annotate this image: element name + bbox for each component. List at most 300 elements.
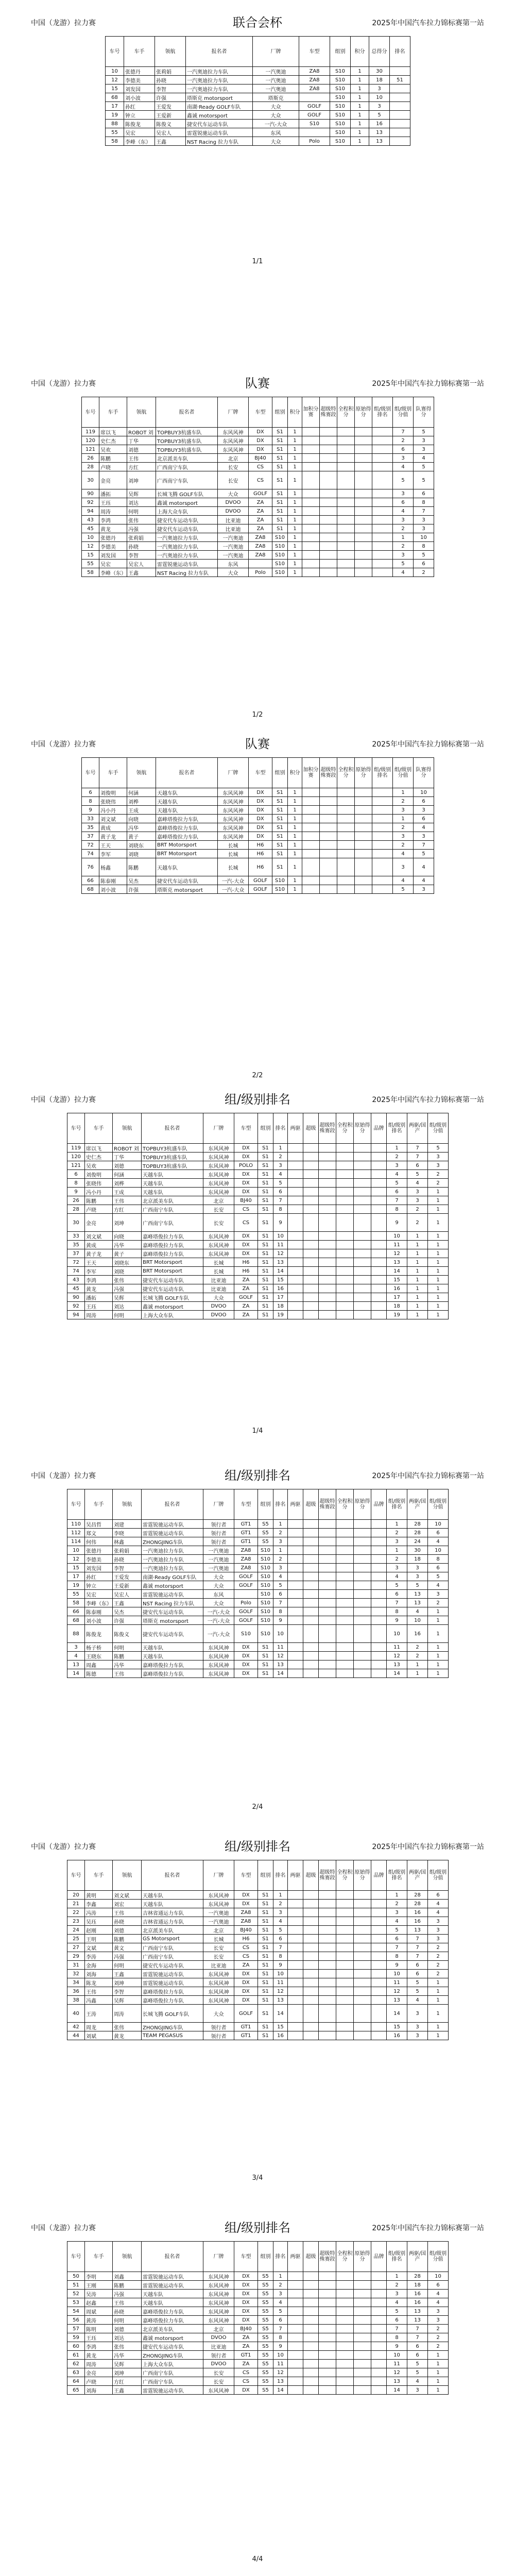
table-cell <box>371 1978 387 1987</box>
table-cell: 10 <box>387 1625 407 1643</box>
table-cell: 黄龙 <box>85 1284 113 1293</box>
table-cell <box>302 471 320 489</box>
table-cell <box>336 1179 354 1188</box>
table-cell: DX <box>234 1643 258 1652</box>
table-cell <box>288 1179 303 1188</box>
table-cell: ZA8 <box>249 533 272 542</box>
table-cell: GOLF <box>299 111 330 120</box>
table-cell <box>288 1926 303 1935</box>
table-cell <box>319 2316 336 2325</box>
table-cell: 嘉峰塔俊拉力车队 <box>142 2316 203 2325</box>
column-header: 品牌 <box>371 1489 387 1520</box>
table-cell: 11 <box>273 2360 288 2368</box>
table-cell <box>371 2307 387 2316</box>
table-cell: 比亚迪 <box>203 1961 234 1970</box>
table-cell <box>319 1144 336 1153</box>
table-cell <box>303 1987 319 1996</box>
table-cell: 2 <box>273 1555 288 1564</box>
table-cell <box>354 2281 371 2290</box>
table-cell: 长城 <box>203 1258 234 1267</box>
table-row <box>67 1935 449 1943</box>
table-cell <box>302 454 320 463</box>
column-header: 车型 <box>234 1489 258 1520</box>
table-cell: 3 <box>414 445 434 454</box>
table-cell: 3 <box>407 2386 428 2395</box>
table-cell <box>319 2023 336 2031</box>
table-cell <box>355 806 372 815</box>
table-cell: 2 <box>387 2281 407 2290</box>
table-cell <box>319 1590 336 1599</box>
table-cell: 长安 <box>203 2377 234 2386</box>
table-cell: 1 <box>428 2031 449 2040</box>
table-cell: 90 <box>67 1293 85 1302</box>
table-cell: 东风风神 <box>203 1987 234 1996</box>
table-cell: 王明 <box>85 1935 113 1943</box>
table-cell <box>371 1917 387 1926</box>
table-cell: 雷霆锐驰运动车队 <box>142 2272 203 2281</box>
table-cell: 1 <box>288 568 302 577</box>
table-cell: 5 <box>428 1572 449 1581</box>
table-cell: 塔斯克 <box>253 93 299 102</box>
table-cell: 4 <box>428 1900 449 1908</box>
table-cell <box>354 2031 371 2040</box>
table-cell <box>371 1590 387 1599</box>
table-cell: ZA <box>249 498 272 507</box>
right-header: 2025年中国汽车拉力锦标赛第一站 <box>372 1096 484 1104</box>
table-cell: ROBOT 刘 <box>113 1144 142 1153</box>
table-cell: 一汽奥迪 <box>203 1564 234 1572</box>
column-header: 组/级别分值 <box>428 2242 449 2272</box>
table-cell: 8 <box>67 1179 85 1188</box>
table-cell: 55 <box>106 128 124 137</box>
table-cell: 1 <box>428 1978 449 1987</box>
table-cell: ZA8 <box>249 551 272 560</box>
table-cell <box>354 1643 371 1652</box>
table-cell: GS Motorsport <box>142 1935 203 1943</box>
table-cell <box>288 1205 303 1214</box>
table-cell <box>319 1961 336 1970</box>
table-cell <box>336 1564 354 1572</box>
table-cell <box>336 1170 354 1179</box>
table-cell <box>302 542 320 551</box>
table-cell <box>354 1205 371 1214</box>
table-cell: S1 <box>258 1987 273 1996</box>
table-cell <box>372 524 393 533</box>
table-cell: 王鑫 <box>127 568 156 577</box>
table-cell <box>371 1537 387 1546</box>
table-cell: 长安 <box>203 1214 234 1232</box>
table-cell: 吴涛 <box>85 2290 113 2298</box>
table-cell: 13 <box>407 2307 428 2316</box>
table-cell: 比亚迪 <box>218 516 249 524</box>
table-cell: DX <box>234 1232 258 1241</box>
table-cell: 88 <box>106 120 124 128</box>
table-cell: 刘德 <box>113 1926 142 1935</box>
table-cell <box>354 1179 371 1188</box>
table-cell: 一汽奥迪拉力车队 <box>142 1564 203 1572</box>
table-cell <box>336 2307 354 2316</box>
table-row <box>67 1926 449 1935</box>
table-cell: GT1 <box>234 2023 258 2031</box>
column-header: 车号 <box>82 758 99 788</box>
table-row <box>67 1943 449 1952</box>
table-cell <box>303 1669 319 1678</box>
table-cell: 刘俊明 <box>99 788 127 797</box>
table-cell <box>303 1241 319 1249</box>
table-cell: 4 <box>414 876 434 885</box>
table-cell: 16 <box>387 1284 407 1293</box>
table-cell: 15 <box>273 1276 288 1284</box>
table-cell: 1 <box>288 858 302 876</box>
table-cell: 比亚迪 <box>218 524 249 533</box>
table-cell: 5 <box>414 850 434 858</box>
table-cell: 刘坤 <box>113 1978 142 1987</box>
table-cell: S1 <box>258 1652 273 1660</box>
table-row <box>67 1546 449 1555</box>
page-header <box>31 1834 484 1855</box>
table-cell: 东风风神 <box>218 445 249 454</box>
column-header: 领航 <box>113 2242 142 2272</box>
table-cell: 刘德 <box>127 445 156 454</box>
table-cell: 何明 <box>127 507 156 516</box>
table-cell: 一汽奥迪 <box>203 1908 234 1917</box>
column-header: 组别 <box>272 758 288 788</box>
table-cell: 18 <box>387 1302 407 1311</box>
table-cell <box>336 1669 354 1678</box>
table-cell <box>288 1214 303 1232</box>
column-header: 组别 <box>258 2242 273 2272</box>
table-cell: 吴宏人 <box>155 128 186 137</box>
table-cell: 东风风神 <box>218 428 249 436</box>
table-cell <box>354 1537 371 1546</box>
table-cell: 4 <box>414 454 434 463</box>
table-cell: 上海大众车队 <box>142 1311 203 1319</box>
table-cell: ZA8 <box>234 1546 258 1555</box>
table-cell: 黄成 <box>85 1241 113 1249</box>
table-cell <box>354 1908 371 1917</box>
table-cell <box>320 498 337 507</box>
table-cell <box>354 1284 371 1293</box>
table-cell: 1 <box>407 1232 428 1241</box>
table-cell <box>320 850 337 858</box>
table-cell: GT1 <box>234 1537 258 1546</box>
column-header: 组/级别排名 <box>372 397 393 428</box>
table-cell <box>288 1607 303 1616</box>
table-cell: 14 <box>273 2386 288 2395</box>
table-cell <box>336 1284 354 1293</box>
table-cell <box>288 1908 303 1917</box>
table-cell: 1 <box>428 1652 449 1660</box>
table-cell <box>390 128 410 137</box>
table-cell <box>288 1302 303 1311</box>
table-cell <box>319 1943 336 1952</box>
table-cell: 6 <box>407 2342 428 2351</box>
table-cell: 文斌 <box>85 1943 113 1952</box>
table-row <box>82 876 434 885</box>
table-cell <box>319 1970 336 1978</box>
table-cell: 13 <box>407 1926 428 1935</box>
table-cell <box>372 797 393 806</box>
table-cell: 11 <box>387 1978 407 1987</box>
table-row <box>67 2368 449 2377</box>
table-cell <box>337 454 355 463</box>
table-cell: 雷霆锐驰运动车队 <box>142 2281 203 2290</box>
column-header: 组/级别分值 <box>428 1860 449 1891</box>
column-header: 超级特殊赛段 <box>320 758 337 788</box>
table-cell <box>337 445 355 454</box>
table-cell: 1 <box>428 2386 449 2395</box>
table-cell: 15 <box>67 1564 85 1572</box>
column-header: 超级特殊赛段 <box>319 1860 336 1891</box>
table-cell: 冯鑫 <box>85 1996 113 2005</box>
table-cell <box>371 1572 387 1581</box>
table-cell <box>302 885 320 894</box>
table-cell: DX <box>234 1660 258 1669</box>
table-cell: S1 <box>258 2005 273 2023</box>
table-cell: 5 <box>428 1144 449 1153</box>
table-cell: 领行者 <box>203 1529 234 1537</box>
table-cell <box>354 2316 371 2325</box>
header-row <box>67 1489 449 1520</box>
table-cell <box>319 1241 336 1249</box>
table-cell: 张晓伟 <box>85 1179 113 1188</box>
table-cell: 6 <box>387 2316 407 2325</box>
table-cell <box>288 1952 303 1961</box>
column-header: 全程积分 <box>336 1860 354 1891</box>
table-cell: S1 <box>258 1302 273 1311</box>
table-cell: 王晓东 <box>85 1652 113 1660</box>
table-cell <box>303 1529 319 1537</box>
table-cell <box>371 1943 387 1952</box>
table-cell: 北京派美车队 <box>142 1196 203 1205</box>
table-cell: 18 <box>407 2281 428 2290</box>
table-cell: 吴辉 <box>113 1996 142 2005</box>
table-cell: 赵刚 <box>85 1926 113 1935</box>
table-row <box>106 93 410 102</box>
table-cell: 吴辉 <box>113 2360 142 2368</box>
table-cell: 刘小波 <box>99 885 127 894</box>
table-cell: 12 <box>273 2368 288 2377</box>
table-cell: 张德丹 <box>124 67 155 76</box>
column-header: 车手 <box>124 37 155 67</box>
table-cell <box>337 507 355 516</box>
table-cell <box>303 1970 319 1978</box>
table-cell: 92 <box>67 1302 85 1311</box>
table-cell <box>319 1179 336 1188</box>
table-cell: S1 <box>258 1669 273 1678</box>
table-row <box>82 551 434 560</box>
table-cell: CS <box>234 2377 258 2386</box>
table-cell: 刘宏 <box>113 1900 142 1908</box>
table-cell <box>302 436 320 445</box>
table-cell: ZA <box>234 2342 258 2351</box>
table-cell: 李鸿 <box>85 2342 113 2351</box>
table-cell <box>371 1599 387 1607</box>
table-cell <box>319 2290 336 2298</box>
table-cell <box>303 2023 319 2031</box>
table-cell: 张德丹 <box>99 533 127 542</box>
table-cell: S1 <box>258 1891 273 1900</box>
table-cell: 8 <box>273 1952 288 1961</box>
table-cell: 14 <box>387 1669 407 1678</box>
table-cell: S10 <box>330 102 351 111</box>
table-cell: 3 <box>428 1935 449 1943</box>
table-cell: 捷安代车运动车队 <box>142 1607 203 1616</box>
table-cell <box>354 1153 371 1161</box>
table-cell: 7 <box>273 1943 288 1952</box>
table-row <box>106 102 410 111</box>
table-cell: DX <box>234 1652 258 1660</box>
table-cell <box>303 1564 319 1572</box>
table-cell: S5 <box>258 2333 273 2342</box>
table-cell: 63 <box>67 2368 85 2377</box>
table-cell <box>371 1616 387 1625</box>
column-header: 全程积分 <box>337 397 355 428</box>
table-cell <box>288 1943 303 1952</box>
table-cell: 28 <box>407 1529 428 1537</box>
table-cell: 58 <box>106 137 124 146</box>
table-cell: 28 <box>407 2272 428 2281</box>
table-cell: S10 <box>272 560 288 568</box>
table-cell: 李智 <box>113 1987 142 1996</box>
table-cell: 5 <box>393 560 414 568</box>
page-title: 组/级别排名 <box>224 1092 291 1107</box>
table-cell: 东风 <box>253 128 299 137</box>
table-cell <box>234 1590 258 1599</box>
table-cell: 大众 <box>203 1599 234 1607</box>
table-cell: 50 <box>67 2272 85 2281</box>
table-cell <box>319 1214 336 1232</box>
table-cell: 1 <box>288 815 302 823</box>
table-cell: 陈俊龙 <box>85 1625 113 1643</box>
table-cell: 长城飞腾 GOLF车队 <box>142 1293 203 1302</box>
table-cell: 2 <box>387 1529 407 1537</box>
table-cell <box>372 436 393 445</box>
table-cell: 5 <box>273 1926 288 1935</box>
table-cell: 4 <box>393 507 414 516</box>
table-cell: 14 <box>273 1267 288 1276</box>
table-cell: 大众 <box>203 1293 234 1302</box>
table-cell <box>303 2377 319 2386</box>
column-header: 厂牌 <box>218 758 249 788</box>
table-cell <box>372 885 393 894</box>
table-cell: 陈泰刚 <box>99 876 127 885</box>
table-cell <box>303 1302 319 1311</box>
table-cell <box>355 436 372 445</box>
table-cell <box>336 2333 354 2342</box>
table-cell: S10 <box>330 120 351 128</box>
table-cell <box>371 1214 387 1232</box>
table-cell <box>288 2325 303 2333</box>
table-cell <box>371 2023 387 2031</box>
table-row <box>67 1196 449 1205</box>
table-cell <box>372 876 393 885</box>
table-cell: 2 <box>393 841 414 850</box>
table-cell: 13 <box>407 2316 428 2325</box>
table-cell <box>319 1643 336 1652</box>
table-cell: 北京 <box>218 454 249 463</box>
table-cell <box>319 1293 336 1302</box>
table-cell: 广西南宁车队 <box>142 2368 203 2377</box>
table-cell: 28 <box>67 1205 85 1214</box>
page-number: 2/2 <box>252 1072 263 1079</box>
table-cell: 北京 <box>203 1196 234 1205</box>
table-cell: 天越车队 <box>142 2290 203 2298</box>
table-cell: 3 <box>428 1590 449 1599</box>
table-cell: 3 <box>407 1196 428 1205</box>
table-cell: DX <box>234 1179 258 1188</box>
table-cell: 43 <box>82 516 99 524</box>
table-cell <box>390 137 410 146</box>
table-cell: 冯华 <box>113 1660 142 1669</box>
table-cell: S5 <box>258 2368 273 2377</box>
table-cell: 30 <box>407 1546 428 1555</box>
column-header: 车号 <box>67 2242 85 2272</box>
table-cell <box>319 1276 336 1284</box>
table-cell: 2 <box>428 2325 449 2333</box>
table-cell: 3 <box>407 1188 428 1196</box>
table-cell <box>319 1188 336 1196</box>
table-cell: 5 <box>273 1581 288 1590</box>
table-cell: ZHONGJING车队 <box>142 2023 203 2031</box>
table-cell <box>302 507 320 516</box>
table-cell <box>336 1188 354 1196</box>
table-cell: S1 <box>258 1908 273 1917</box>
table-cell <box>319 2307 336 2316</box>
table-cell: 9 <box>67 1188 85 1196</box>
table-cell: 1 <box>428 2360 449 2368</box>
page-number: 3/4 <box>252 2174 263 2182</box>
table-cell: 大众 <box>218 489 249 498</box>
table-cell: S5 <box>258 2360 273 2368</box>
table-cell: 1 <box>273 1144 288 1153</box>
column-header: 组/级别分值 <box>393 397 414 428</box>
table-cell <box>320 454 337 463</box>
table-cell <box>336 1590 354 1599</box>
table-cell <box>355 516 372 524</box>
table-cell <box>320 436 337 445</box>
table-cell <box>319 1267 336 1276</box>
table-cell: 何明 <box>113 1311 142 1319</box>
table-cell: 许强 <box>113 1616 142 1625</box>
table-cell: 王爱新 <box>113 1581 142 1590</box>
table-cell: 钟立 <box>124 111 155 120</box>
table-cell: 捷安代车运动车队 <box>156 524 218 533</box>
table-cell: 5 <box>407 2368 428 2377</box>
table-cell <box>354 1170 371 1179</box>
table-cell: Polo <box>249 568 272 577</box>
table-cell: 陈俊义 <box>113 1625 142 1643</box>
table-cell: S10 <box>258 1607 273 1616</box>
table-cell: 潘拓 <box>85 1293 113 1302</box>
table-cell: 东风风神 <box>218 823 249 832</box>
table-cell <box>354 1572 371 1581</box>
page-number: 1/4 <box>252 1427 263 1435</box>
table-cell <box>303 1188 319 1196</box>
column-header: 排名 <box>273 1113 288 1144</box>
table-cell: 长安 <box>218 463 249 471</box>
table-cell: 一汽奥迪拉力车队 <box>186 67 253 76</box>
table-cell <box>354 1970 371 1978</box>
table-row <box>82 568 434 577</box>
table-cell: 3 <box>414 436 434 445</box>
table-cell: 雷霆锐驰运动车队 <box>186 128 253 137</box>
table-cell: S10 <box>258 1599 273 1607</box>
table-row <box>67 1917 449 1926</box>
table-cell: 王鑫 <box>155 137 186 146</box>
table-cell <box>372 542 393 551</box>
table-cell <box>319 1572 336 1581</box>
